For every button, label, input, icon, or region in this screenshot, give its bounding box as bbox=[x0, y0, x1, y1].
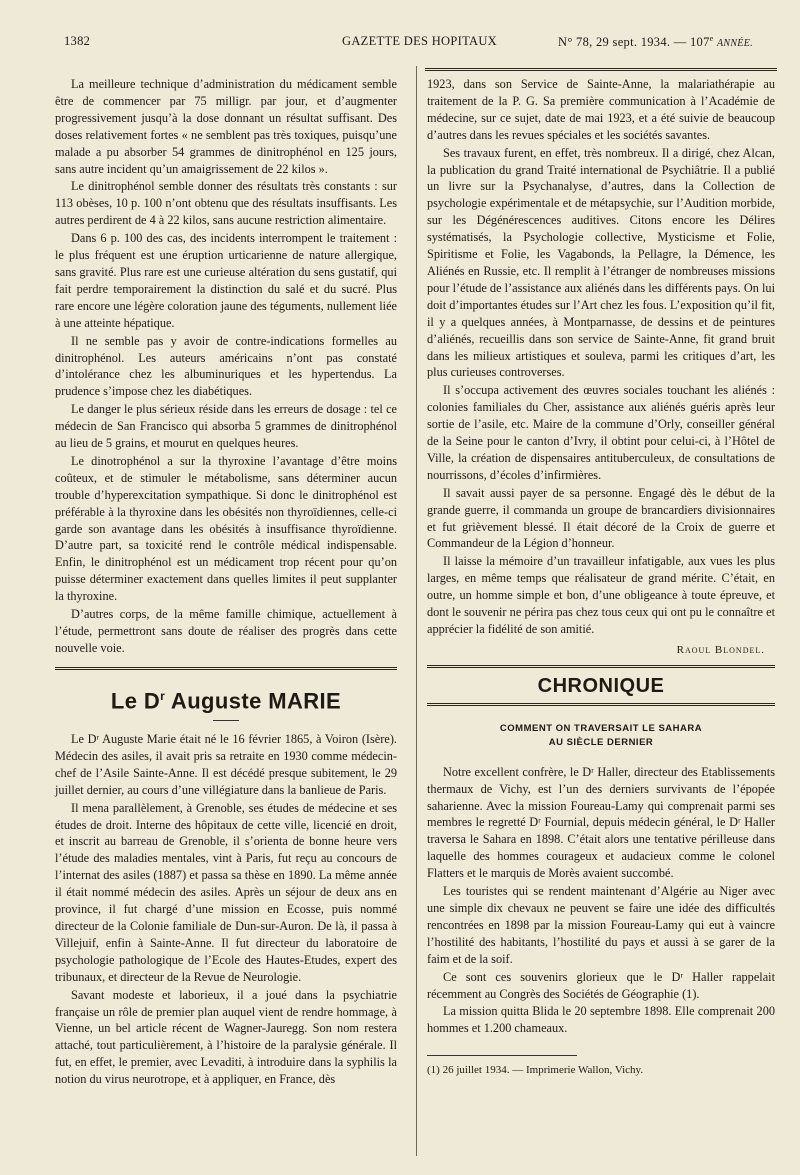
obituary-title bbox=[55, 688, 397, 714]
top-rule bbox=[425, 68, 777, 71]
annee-label: ANNÉE. bbox=[716, 38, 753, 50]
signature: Raoul Blondel. bbox=[676, 643, 765, 656]
paragraph: Il mena parallèlement, à Grenoble, ses études de médecine et ses études de droit. Interne des hôpitaux de cette ville, licencié en droit, et inscrit au barreau de Grenoble, il s’orienta de bonne heure vers l’étude des maladies mentales, vint à Paris, fut reçu au concours de l’internat des asiles (1887) et passa sa thèse en 1890. La même année il était nommé médecin des asiles. Après un séjour de deux ans en province, il fut chargé d’une mission en Ecosse, puis nommé directeur de la Colonie familiale de Dun-sur-Auron. De là, il passa à Villejuif, enfin à Sainte-Anne. Il fut directeur du laboratoire de psychologie pathologique de l’Ecole des Hautes-Etudes, expert des tribunaux, et directeur de la Revue de Neurologie. bbox=[55, 800, 397, 984]
issue-text: N° 78, 29 sept. 1934. — 107 bbox=[558, 35, 710, 50]
page-header bbox=[60, 34, 760, 56]
paragraph: Il s’occupa activement des œuvres sociales touchant les aliénés : colonies familiales du Cher, assistance aux aliénés guéris après leur sortie de l’asile, etc. Maire de la commune d’Orly, conseiller général de la Seine pour le canton d’Ivry, il obtint pour celui-ci, à l’Hôtel de Ville, la création de dispensaires antituberculeux, de consultations de nourrissons, d’écoles d’infirmières. bbox=[427, 383, 775, 482]
right-column bbox=[427, 76, 775, 1080]
column-divider bbox=[416, 66, 417, 1156]
left-column bbox=[55, 76, 397, 1089]
paragraph: La meilleure technique d’administration du médicament semble être de commencer par 75 milligr. par jour, et d’augmenter progressivement jusqu’à la dose donnant un résultat suffisant. Des doses relativement fortes « ne semblent pas très toxiques, puisqu’une malade a pu absorber 54 grammes de dinitrophénol en 125 jours, sans autre incident qu’un amaigrissement de 22 kilos ». bbox=[55, 77, 397, 176]
paragraph: Il laisse la mémoire d’un travailleur infatigable, aux vues les plus larges, en même temps que réalisateur de grand mérite. C’était, en outre, un homme simple et bon, d’une obligeance à toute épreuve, et dont le souvenir ne périra pas chez tous ceux qui ont pu le connaître et apprécier la fidélité de son amitié. bbox=[427, 554, 775, 636]
paragraph: Il ne semble pas y avoir de contre-indications formelles au dinitrophénol. Les auteurs américains n’ont pas constaté d’intolérance chez les albuminuriques et les hypertendus. La prudence s’impose chez les diabétiques. bbox=[55, 333, 397, 399]
page-number: 1382 bbox=[64, 34, 91, 48]
paragraph: Ce sont ces souvenirs glorieux que le Dʳ Haller rappelait récemment au Congrès des Sociétés de Géographie (1). bbox=[427, 969, 775, 1001]
issue-sup: e bbox=[709, 34, 714, 43]
paragraph: Il savait aussi payer de sa personne. Engagé dès le début de la grande guerre, il commanda un groupe de brancardiers divisionnaires et fut grièvement blessé. Il était décoré de la Croix de guerre et Commandeur de la Légion d’honneur. bbox=[427, 485, 775, 551]
paragraph: Savant modeste et laborieux, il a joué dans la psychiatrie française un rôle de premier plan auquel vient de rendre hommage, à Vienne, un bel article récent de Wagner-Jauregg. Son nom restera attaché, tout particulièrement, à l’histoire de la paralysie générale. Il fut, en effet, le premier, avec Levaditi, à introduire dans la syphilis la notion du virus neurotrope, et à appliquer, en France, dès bbox=[55, 987, 397, 1087]
section-rule bbox=[55, 667, 397, 670]
obituary-title-sup: r bbox=[160, 688, 166, 703]
paragraph: La mission quitta Blida le 20 septembre 1898. Elle comprenait 200 hommes et 1.200 chameaux. bbox=[427, 1004, 775, 1036]
article-heading-line1: COMMENT ON TRAVERSAIT LE SAHARA bbox=[499, 722, 703, 734]
paragraph: Les touristes qui se rendent maintenant d’Algérie au Niger avec une simple dix chevaux ne peuvent se faire une idée des difficultés rencontrées en 1898 par la mission Foureau-Lamy qui eut à vaincre l’hostilité des habitants, l’hostilité du pays et aussi à se garer de la faim et de la soif. bbox=[427, 884, 775, 966]
paragraph: D’autres corps, de la même famille chimique, actuellement à l’étude, permettront sans doute de réaliser des progrès dans cette nouvelle voie. bbox=[55, 607, 397, 655]
short-rule bbox=[213, 720, 239, 721]
obituary-title-prefix: Le D bbox=[110, 688, 161, 714]
chronique-title: CHRONIQUE bbox=[537, 674, 665, 697]
paragraph: Le danger le plus sérieux réside dans les erreurs de dosage : tel ce médecin de San Francisco qui absorba 5 grammes de dinitrophénol au lieu de 5 grains, et mourut en quelques heures. bbox=[55, 402, 397, 451]
footnote-rule bbox=[427, 1055, 577, 1056]
paragraph: Le dinotrophénol a sur la thyroxine l’avantage d’être moins coûteux, et de stimuler le métabolisme, sans déterminer aucun trouble d’hyperexcitation sympathique. Si donc le dinitrophénol est préférable à la thyroxine dans les obésités non thyroïdiennes, celle-ci garde son avantage dans les obésités à insuffisance thyroïdienne. D’autre part, sa toxicité rend le contrôle médical indispensable. Enfin, le dinitrophénol est un médicament trop récent pour qu’on puisse déterminer exactement dans quelles limites il peut supplanter la thyroxine. bbox=[55, 453, 397, 604]
paragraph: Le Dʳ Auguste Marie était né le 16 février 1865, à Voiron (Isère). Médecin des asiles, il avait pris sa retraite en 1930 comme médecin-chef de l’Asile Sainte-Anne. Il est décédé presque subitement, le 29 juillet dernier, au cours d’une villégiature dans la banlieue de Paris. bbox=[55, 732, 397, 797]
paragraph: Dans 6 p. 100 des cas, des incidents interrompent le traitement : le plus fréquent est une éruption urticarienne de nature allergique, sans gravité. Plus rare est une curieuse altération du sens gustatif, qui fait perdre temporairement la distinction du salé et du sucré. Plus rare encore une légère coloration jaune des téguments, nullement liée à une atteinte hépatique. bbox=[55, 231, 397, 330]
chronique-banner bbox=[427, 665, 775, 706]
footnote: (1) 26 juillet 1934. — Imprimerie Wallon, Vichy. bbox=[427, 1064, 644, 1077]
paragraph: 1923, dans son Service de Sainte-Anne, la malariathérapie au traitement de la P. G. Sa première communication à l’Académie de médecine, sur ce sujet, date de mai 1923, et a été suivie de beaucoup d’autres dans les revues spéciales et les sociétés savantes. bbox=[427, 77, 775, 142]
article-heading-line2: AU SIÈCLE DERNIER bbox=[548, 736, 654, 748]
issue-info bbox=[558, 34, 753, 50]
obituary-title-name: Auguste MARIE bbox=[165, 688, 342, 714]
paragraph: Ses travaux furent, en effet, très nombreux. Il a dirigé, chez Alcan, la publication du grand Traité international de Psychiâtrie. Il a publié un livre sur la Psychanalyse, d’autres, dans la Collection de psychologie expérimentale et de métapsychie, sur l’Audition morbide, sur les Dégénérescences auditives. Citons encore les Délires systématisés, la Psychologie collective, Mysticisme et Folie, Spiritisme et Folie, les Vagabonds, la Pellagre, la Démence, les Aliénés en Russie, etc. Il remplit à l’étranger de nombreuses missions pour l’étude de l’assistance aux aliénés dans les différents pays. On lui doit d’importantes études sur l’Art chez les fous. L’exposition qu’il fit, il y a quelques années, à Montparnasse, de dessins et de peintures d’aliénés, recueillis dans son service de Sainte-Anne, fit grand bruit dans les milieux artistiques et souleva, parmi les critiques d’art, les plus curieuses controverses. bbox=[427, 145, 775, 380]
journal-title: GAZETTE DES HOPITAUX bbox=[342, 34, 497, 48]
paragraph: Le dinitrophénol semble donner des résultats très constants : sur 113 obèses, 10 p. 100 n’ont obtenu que des résultats insuffisants. Les autres perdirent de 4 à 22 kilos, sans aucune restriction alimentaire. bbox=[55, 179, 397, 228]
paragraph: Notre excellent confrère, le Dʳ Haller, directeur des Etablissements thermaux de Vichy, est l’un des derniers survivants de l’épopée saharienne. Avec la mission Foureau-Lamy qui comprenait parmi ses membres le regretté Dʳ Fournial, depuis médecin général, le Dʳ Haller traversa le Sahara en 1898. C’était alors une tentative périlleuse dans laquelle des hommes courageux et audacieux comme le colonel Flatters et le marquis de Morès avaient succombé. bbox=[427, 764, 775, 881]
article-heading bbox=[427, 722, 775, 750]
